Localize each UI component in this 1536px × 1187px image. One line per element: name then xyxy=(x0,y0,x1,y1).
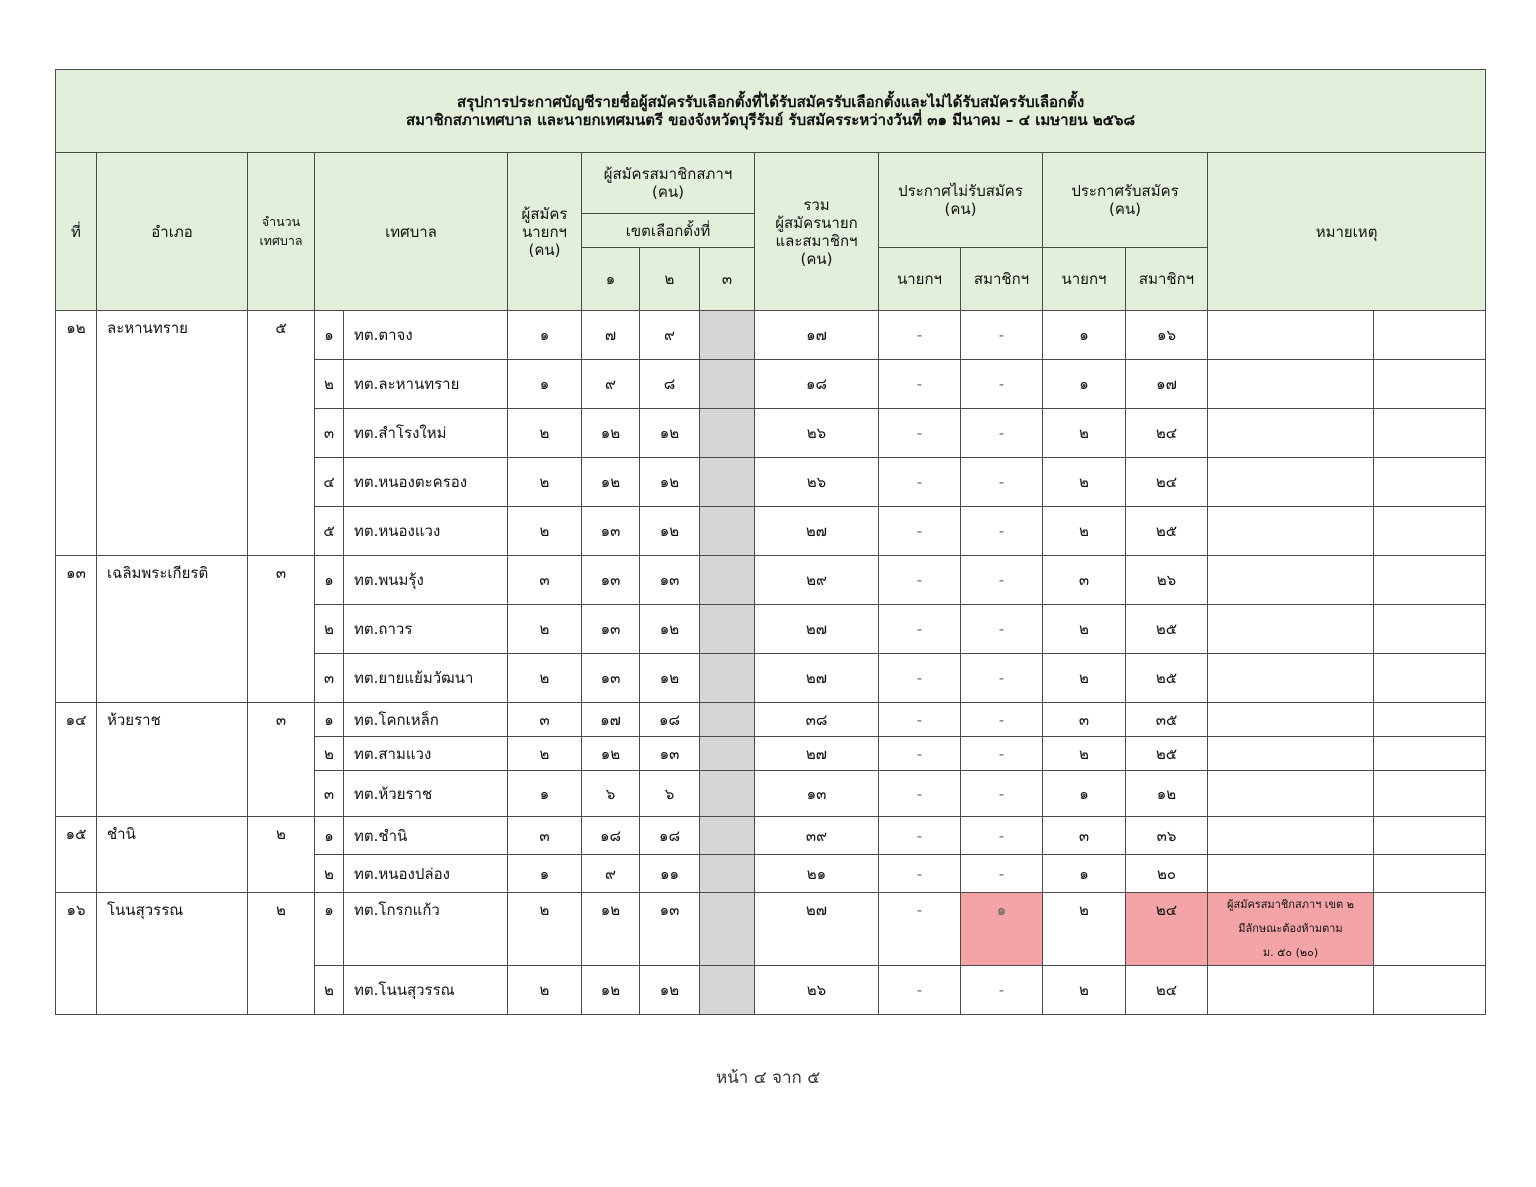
zone-1-candidates: ๙ xyxy=(582,855,640,893)
remark-extra-cell xyxy=(1374,817,1486,855)
accepted-mayor: ๒ xyxy=(1043,966,1126,1015)
header-total xyxy=(755,153,879,311)
remark-line: ผู้สมัครสมาชิกสภาฯ เขต ๒ xyxy=(1227,898,1354,911)
zone-3-candidates xyxy=(700,817,755,855)
rejected-member: - xyxy=(961,360,1043,409)
zone-2-candidates: ๑๑ xyxy=(640,855,700,893)
page-footer: หน้า ๔ จาก ๕ xyxy=(715,1068,821,1088)
total-candidates: ๑๗ xyxy=(755,311,879,360)
accepted-mayor: ๓ xyxy=(1043,817,1126,855)
remark-cell xyxy=(1208,817,1374,855)
rejected-mayor: - xyxy=(879,360,961,409)
accepted-mayor: ๑ xyxy=(1043,855,1126,893)
accepted-mayor: ๒ xyxy=(1043,458,1126,507)
mayor-candidates: ๒ xyxy=(508,966,582,1015)
title-line-1: สรุปการประกาศบัญชีรายชื่อผู้สมัครรับเลือกตั้งที่ได้รับสมัครรับเลือกตั้งและไม่ได้รับสมัครรับเลือกตั้ง xyxy=(456,93,1085,111)
mayor-candidates: ๑ xyxy=(508,311,582,360)
district-name: เฉลิมพระเกียรติ xyxy=(97,556,248,703)
rejected-mayor: - xyxy=(879,855,961,893)
remark-cell xyxy=(1208,893,1374,966)
rejected-member: - xyxy=(961,311,1043,360)
municipality-name: ทต.โคกเหล็ก xyxy=(344,703,508,737)
rejected-mayor: - xyxy=(879,737,961,771)
accepted-member: ๒๔ xyxy=(1126,966,1208,1015)
accepted-mayor: ๒ xyxy=(1043,605,1126,654)
district-number: ๑๔ xyxy=(56,703,97,817)
row-index: ๒ xyxy=(315,966,344,1015)
rejected-member: - xyxy=(961,855,1043,893)
zone-3-candidates xyxy=(700,311,755,360)
table-row xyxy=(56,817,1486,855)
district-name: โนนสุวรรณ xyxy=(97,893,248,1015)
zone-3-candidates xyxy=(700,737,755,771)
zone-1-candidates: ๙ xyxy=(582,360,640,409)
zone-2-candidates: ๑๘ xyxy=(640,703,700,737)
header-zone-3: ๓ xyxy=(700,248,755,311)
zone-2-candidates: ๑๓ xyxy=(640,893,700,966)
accepted-mayor: ๑ xyxy=(1043,771,1126,817)
remark-cell xyxy=(1208,855,1374,893)
remark-extra-cell xyxy=(1374,771,1486,817)
rejected-mayor: - xyxy=(879,771,961,817)
accepted-member: ๒๔ xyxy=(1126,409,1208,458)
remark-cell xyxy=(1208,605,1374,654)
header-accepted-mayor: นายกฯ xyxy=(1043,248,1126,311)
table-body xyxy=(56,311,1486,1015)
rejected-mayor: - xyxy=(879,817,961,855)
mayor-candidates: ๓ xyxy=(508,703,582,737)
header-accepted-line-2: (คน) xyxy=(1109,200,1141,218)
total-candidates: ๒๖ xyxy=(755,458,879,507)
zone-2-candidates: ๑๒ xyxy=(640,605,700,654)
header-district: อำเภอ xyxy=(97,153,248,311)
total-candidates: ๑๘ xyxy=(755,360,879,409)
remark-cell xyxy=(1208,737,1374,771)
zone-3-candidates xyxy=(700,507,755,556)
rejected-mayor: - xyxy=(879,458,961,507)
mayor-candidates: ๑ xyxy=(508,855,582,893)
mayor-candidates: ๒ xyxy=(508,409,582,458)
accepted-member: ๒๕ xyxy=(1126,737,1208,771)
mayor-candidates: ๑ xyxy=(508,360,582,409)
municipality-name: ทต.หนองแวง xyxy=(344,507,508,556)
header-mayor-line-2: นายกฯ xyxy=(522,222,567,241)
zone-3-candidates xyxy=(700,703,755,737)
mayor-candidates: ๑ xyxy=(508,771,582,817)
accepted-member: ๑๖ xyxy=(1126,311,1208,360)
zone-1-candidates: ๑๘ xyxy=(582,817,640,855)
mayor-candidates: ๒ xyxy=(508,507,582,556)
accepted-member: ๒๖ xyxy=(1126,556,1208,605)
rejected-mayor: - xyxy=(879,507,961,556)
mayor-candidates: ๓ xyxy=(508,817,582,855)
header-council-line-2: (คน) xyxy=(652,183,684,201)
accepted-member: ๑๗ xyxy=(1126,360,1208,409)
header-count-line-2: เทศบาล xyxy=(259,232,303,248)
zone-3-candidates xyxy=(700,409,755,458)
zone-2-candidates: ๑๒ xyxy=(640,654,700,703)
remark-line: มีลักษณะต้องห้ามตาม xyxy=(1238,922,1343,935)
district-number: ๑๒ xyxy=(56,311,97,556)
district-name: ละหานทราย xyxy=(97,311,248,556)
accepted-member: ๑๒ xyxy=(1126,771,1208,817)
row-index: ๒ xyxy=(315,737,344,771)
municipality-count: ๓ xyxy=(248,556,315,703)
row-index: ๒ xyxy=(315,360,344,409)
total-candidates: ๓๙ xyxy=(755,817,879,855)
row-index: ๕ xyxy=(315,507,344,556)
total-candidates: ๒๗ xyxy=(755,605,879,654)
municipality-name: ทต.ตาจง xyxy=(344,311,508,360)
rejected-member: - xyxy=(961,966,1043,1015)
municipality-count: ๒ xyxy=(248,893,315,1015)
row-index: ๒ xyxy=(315,855,344,893)
header-rejected-line-2: (คน) xyxy=(944,200,977,218)
remark-extra-cell xyxy=(1374,409,1486,458)
row-index: ๒ xyxy=(315,605,344,654)
table-row xyxy=(56,311,1486,360)
municipality-count: ๕ xyxy=(248,311,315,556)
remark-cell xyxy=(1208,458,1374,507)
mayor-candidates: ๒ xyxy=(508,605,582,654)
header-municipality: เทศบาล xyxy=(315,153,508,311)
header-municipality-count xyxy=(248,153,315,311)
zone-3-candidates xyxy=(700,855,755,893)
remark-extra-cell xyxy=(1374,556,1486,605)
row-index: ๓ xyxy=(315,771,344,817)
remark-cell xyxy=(1208,654,1374,703)
mayor-candidates: ๒ xyxy=(508,654,582,703)
total-candidates: ๒๙ xyxy=(755,556,879,605)
zone-1-candidates: ๖ xyxy=(582,771,640,817)
zone-3-candidates xyxy=(700,556,755,605)
rejected-member: - xyxy=(961,556,1043,605)
municipality-name: ทต.ยายแย้มวัฒนา xyxy=(344,654,508,703)
rejected-member: ๑ xyxy=(961,893,1043,966)
header-mayor-line-3: (คน) xyxy=(528,240,561,259)
zone-1-candidates: ๑๓ xyxy=(582,507,640,556)
total-candidates: ๒๗ xyxy=(755,893,879,966)
header-remark: หมายเหตุ xyxy=(1208,153,1486,311)
zone-1-candidates: ๑๒ xyxy=(582,409,640,458)
municipality-count: ๓ xyxy=(248,703,315,817)
zone-3-candidates xyxy=(700,654,755,703)
table-row xyxy=(56,893,1486,966)
municipality-name: ทต.ห้วยราช xyxy=(344,771,508,817)
header-total-line-2: ผู้สมัครนายก xyxy=(775,213,858,232)
municipality-name: ทต.ชำนิ xyxy=(344,817,508,855)
zone-3-candidates xyxy=(700,360,755,409)
total-candidates: ๒๗ xyxy=(755,737,879,771)
header-accepted-line-1: ประกาศรับสมัคร xyxy=(1071,182,1179,200)
remark-cell xyxy=(1208,507,1374,556)
rejected-member: - xyxy=(961,817,1043,855)
remark-cell xyxy=(1208,966,1374,1015)
table-title xyxy=(56,70,1486,153)
remark-extra-cell xyxy=(1374,311,1486,360)
total-candidates: ๒๑ xyxy=(755,855,879,893)
total-candidates: ๒๗ xyxy=(755,507,879,556)
remark-cell xyxy=(1208,771,1374,817)
total-candidates: ๒๗ xyxy=(755,654,879,703)
remark-extra-cell xyxy=(1374,737,1486,771)
zone-2-candidates: ๑๘ xyxy=(640,817,700,855)
zone-2-candidates: ๖ xyxy=(640,771,700,817)
accepted-member: ๒๔ xyxy=(1126,458,1208,507)
header-council-line-1: ผู้สมัครสมาชิกสภาฯ xyxy=(603,165,733,183)
rejected-mayor: - xyxy=(879,654,961,703)
zone-3-candidates xyxy=(700,771,755,817)
header-total-line-4: (คน) xyxy=(800,249,833,268)
rejected-mayor: - xyxy=(879,311,961,360)
title-line-2: สมาชิกสภาเทศบาล และนายกเทศมนตรี ของจังหวัดบุรีรัมย์ รับสมัครระหว่างวันที่ ๓๑ มีนาคม – ๔ เมษายน ๒๕๖๘ xyxy=(406,111,1136,129)
district-number: ๑๓ xyxy=(56,556,97,703)
zone-3-candidates xyxy=(700,893,755,966)
header-accepted xyxy=(1043,153,1208,248)
district-name: ห้วยราช xyxy=(97,703,248,817)
remark-extra-cell xyxy=(1374,966,1486,1015)
mayor-candidates: ๓ xyxy=(508,556,582,605)
accepted-mayor: ๒ xyxy=(1043,507,1126,556)
accepted-member: ๒๕ xyxy=(1126,654,1208,703)
mayor-candidates: ๒ xyxy=(508,458,582,507)
zone-3-candidates xyxy=(700,458,755,507)
remark-extra-cell xyxy=(1374,654,1486,703)
rejected-mayor: - xyxy=(879,605,961,654)
header-no: ที่ xyxy=(56,153,97,311)
district-name: ชำนิ xyxy=(97,817,248,893)
zone-2-candidates: ๙ xyxy=(640,311,700,360)
table-row xyxy=(56,556,1486,605)
header-accepted-member: สมาชิกฯ xyxy=(1126,248,1208,311)
municipality-count: ๒ xyxy=(248,817,315,893)
zone-1-candidates: ๑๓ xyxy=(582,556,640,605)
total-candidates: ๒๖ xyxy=(755,966,879,1015)
municipality-name: ทต.สามแวง xyxy=(344,737,508,771)
remark-cell xyxy=(1208,409,1374,458)
remark-extra-cell xyxy=(1374,893,1486,966)
header-council-candidates xyxy=(582,153,755,214)
total-candidates: ๒๖ xyxy=(755,409,879,458)
municipality-name: ทต.ถาวร xyxy=(344,605,508,654)
remark-extra-cell xyxy=(1374,458,1486,507)
rejected-member: - xyxy=(961,771,1043,817)
candidate-summary-table xyxy=(55,69,1486,1015)
header-total-line-3: และสมาชิกฯ xyxy=(775,231,858,250)
zone-3-candidates xyxy=(700,605,755,654)
rejected-mayor: - xyxy=(879,556,961,605)
accepted-mayor: ๒ xyxy=(1043,893,1126,966)
summary-sheet xyxy=(55,69,1485,1015)
table-row xyxy=(56,703,1486,737)
accepted-member: ๓๖ xyxy=(1126,817,1208,855)
zone-1-candidates: ๑๒ xyxy=(582,737,640,771)
remark-cell xyxy=(1208,703,1374,737)
zone-2-candidates: ๘ xyxy=(640,360,700,409)
municipality-name: ทต.หนองปล่อง xyxy=(344,855,508,893)
zone-2-candidates: ๑๒ xyxy=(640,458,700,507)
rejected-member: - xyxy=(961,605,1043,654)
accepted-member: ๒๔ xyxy=(1126,893,1208,966)
row-index: ๓ xyxy=(315,654,344,703)
total-candidates: ๓๘ xyxy=(755,703,879,737)
zone-1-candidates: ๑๒ xyxy=(582,966,640,1015)
rejected-member: - xyxy=(961,654,1043,703)
municipality-name: ทต.หนองตะครอง xyxy=(344,458,508,507)
zone-2-candidates: ๑๒ xyxy=(640,966,700,1015)
rejected-member: - xyxy=(961,737,1043,771)
district-number: ๑๖ xyxy=(56,893,97,1015)
zone-1-candidates: ๗ xyxy=(582,311,640,360)
remark-cell xyxy=(1208,311,1374,360)
mayor-candidates: ๒ xyxy=(508,737,582,771)
accepted-mayor: ๒ xyxy=(1043,654,1126,703)
remark-cell xyxy=(1208,556,1374,605)
municipality-name: ทต.ละหานทราย xyxy=(344,360,508,409)
row-index: ๓ xyxy=(315,409,344,458)
zone-1-candidates: ๑๗ xyxy=(582,703,640,737)
accepted-mayor: ๑ xyxy=(1043,360,1126,409)
zone-2-candidates: ๑๓ xyxy=(640,556,700,605)
header-zone: เขตเลือกตั้งที่ xyxy=(582,214,755,248)
header-rejected-member: สมาชิกฯ xyxy=(961,248,1043,311)
row-index: ๑ xyxy=(315,893,344,966)
zone-3-candidates xyxy=(700,966,755,1015)
remark-extra-cell xyxy=(1374,855,1486,893)
header-zone-1: ๑ xyxy=(582,248,640,311)
rejected-mayor: - xyxy=(879,966,961,1015)
row-index: ๑ xyxy=(315,703,344,737)
remark-extra-cell xyxy=(1374,605,1486,654)
accepted-mayor: ๓ xyxy=(1043,556,1126,605)
municipality-name: ทต.โนนสุวรรณ xyxy=(344,966,508,1015)
row-index: ๔ xyxy=(315,458,344,507)
zone-2-candidates: ๑๒ xyxy=(640,409,700,458)
accepted-member: ๓๕ xyxy=(1126,703,1208,737)
accepted-member: ๒๕ xyxy=(1126,605,1208,654)
remark-line: ม. ๕๐ (๒๐) xyxy=(1262,946,1319,959)
municipality-name: ทต.สำโรงใหม่ xyxy=(344,409,508,458)
rejected-mayor: - xyxy=(879,703,961,737)
zone-2-candidates: ๑๒ xyxy=(640,507,700,556)
mayor-candidates: ๒ xyxy=(508,893,582,966)
rejected-member: - xyxy=(961,409,1043,458)
rejected-member: - xyxy=(961,507,1043,556)
accepted-mayor: ๒ xyxy=(1043,409,1126,458)
municipality-name: ทต.โกรกแก้ว xyxy=(344,893,508,966)
header-mayor-line-1: ผู้สมัคร xyxy=(521,204,568,223)
zone-1-candidates: ๑๓ xyxy=(582,654,640,703)
zone-1-candidates: ๑๒ xyxy=(582,458,640,507)
accepted-mayor: ๑ xyxy=(1043,311,1126,360)
zone-2-candidates: ๑๓ xyxy=(640,737,700,771)
rejected-member: - xyxy=(961,458,1043,507)
row-index: ๑ xyxy=(315,556,344,605)
district-number: ๑๕ xyxy=(56,817,97,893)
header-rejected-line-1: ประกาศไม่รับสมัคร xyxy=(898,182,1023,200)
zone-1-candidates: ๑๓ xyxy=(582,605,640,654)
accepted-mayor: ๓ xyxy=(1043,703,1126,737)
row-index: ๑ xyxy=(315,311,344,360)
rejected-member: - xyxy=(961,703,1043,737)
total-candidates: ๑๓ xyxy=(755,771,879,817)
remark-extra-cell xyxy=(1374,507,1486,556)
remark-extra-cell xyxy=(1374,703,1486,737)
accepted-member: ๒๕ xyxy=(1126,507,1208,556)
accepted-mayor: ๒ xyxy=(1043,737,1126,771)
header-mayor-candidates xyxy=(508,153,582,311)
header-zone-2: ๒ xyxy=(640,248,700,311)
row-index: ๑ xyxy=(315,817,344,855)
header-total-line-1: รวม xyxy=(803,195,830,214)
header-count-line-1: จำนวน xyxy=(261,213,301,229)
rejected-mayor: - xyxy=(879,893,961,966)
header-rejected-mayor: นายกฯ xyxy=(879,248,961,311)
remark-extra-cell xyxy=(1374,360,1486,409)
zone-1-candidates: ๑๒ xyxy=(582,893,640,966)
header-rejected xyxy=(879,153,1043,248)
rejected-mayor: - xyxy=(879,409,961,458)
municipality-name: ทต.พนมรุ้ง xyxy=(344,556,508,605)
remark-cell xyxy=(1208,360,1374,409)
accepted-member: ๒๐ xyxy=(1126,855,1208,893)
